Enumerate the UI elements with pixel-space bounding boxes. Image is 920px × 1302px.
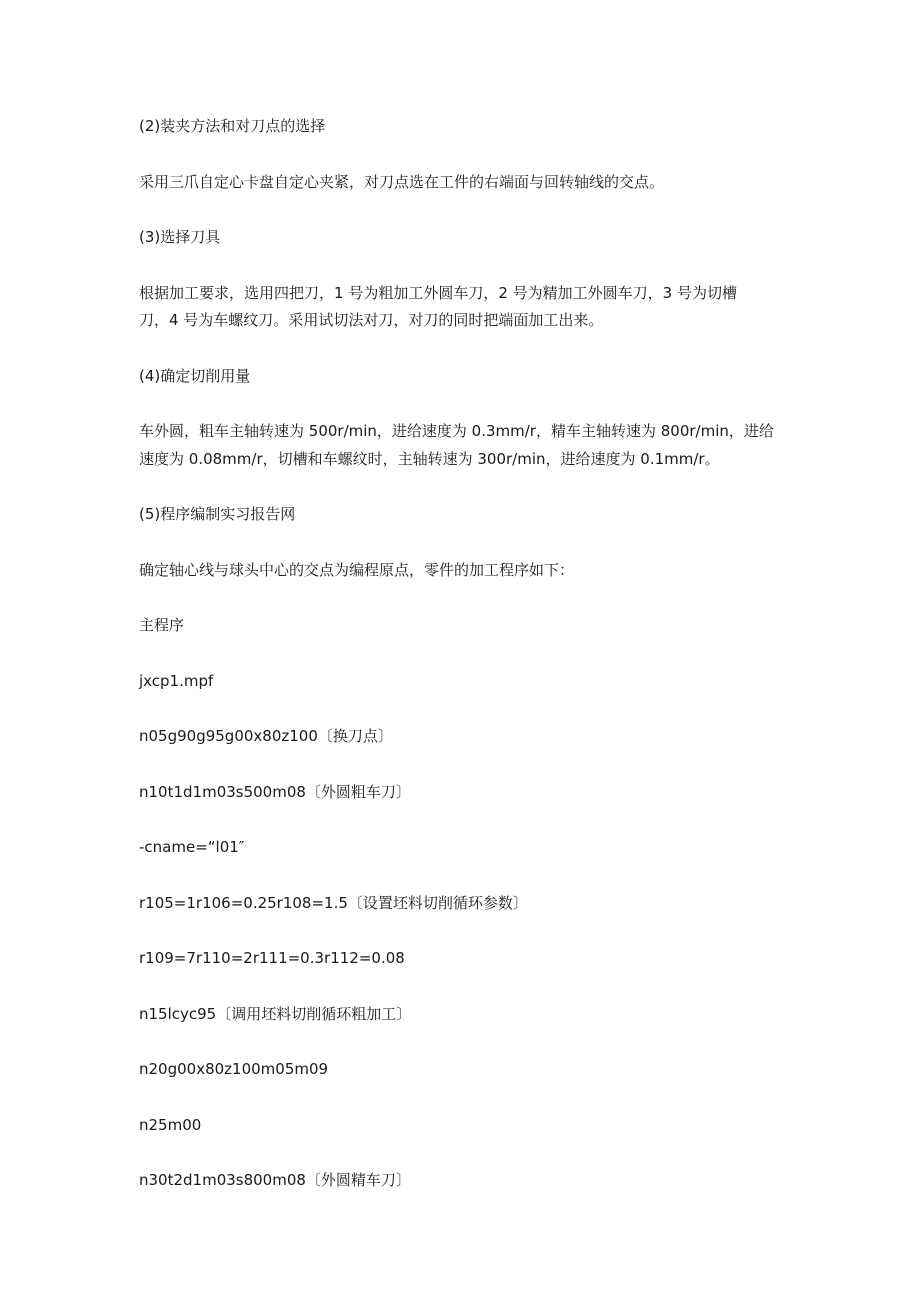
program-line: n05g90g95g00x80z100〔换刀点〕 <box>139 727 393 745</box>
section-2-body: 采用三爪自定心卡盘自定心夹紧，对刀点选在工件的右端面与回转轴线的交点。 <box>139 173 665 191</box>
section-3-heading: (3)选择刀具 <box>139 228 221 246</box>
program-line: n25m00 <box>139 1116 202 1134</box>
program-line: n20g00x80z100m05m09 <box>139 1060 329 1078</box>
program-line: r105=1r106=0.25r108=1.5〔设置坯料切削循环参数〕 <box>139 894 528 912</box>
program-line: n30t2d1m03s800m08〔外圆精车刀〕 <box>139 1171 411 1189</box>
program-line: n10t1d1m03s500m08〔外圆粗车刀〕 <box>139 783 411 801</box>
program-line: -cname=“l01″ <box>139 838 245 856</box>
section-3-body-line-2: 刀，4 号为车螺纹刀。采用试切法对刀，对刀的同时把端面加工出来。 <box>139 311 604 329</box>
section-4-heading: (4)确定切削用量 <box>139 367 251 385</box>
section-3-body-line-1: 根据加工要求，选用四把刀，1 号为粗加工外圆车刀，2 号为精加工外圆车刀，3 号为切槽 <box>139 284 737 302</box>
section-4-body-line-1: 车外圆，粗车主轴转速为 500r/min，进给速度为 0.3mm/r，精车主轴转速为 800r/min，进给 <box>139 422 774 440</box>
program-line: jxcp1.mpf <box>139 672 214 690</box>
section-4-body-line-2: 速度为 0.08mm/r，切槽和车螺纹时，主轴转速为 300r/min，进给速度为 0.1mm/r。 <box>139 450 720 468</box>
program-line: n15lcyc95〔调用坯料切削循环粗加工〕 <box>139 1005 412 1023</box>
section-2-heading: (2)装夹方法和对刀点的选择 <box>139 117 326 135</box>
program-heading: 主程序 <box>139 616 185 634</box>
section-5-heading: (5)程序编制实习报告网 <box>139 505 296 523</box>
section-5-body: 确定轴心线与球头中心的交点为编程原点，零件的加工程序如下： <box>139 561 575 579</box>
program-line: r109=7r110=2r111=0.3r112=0.08 <box>139 949 405 967</box>
